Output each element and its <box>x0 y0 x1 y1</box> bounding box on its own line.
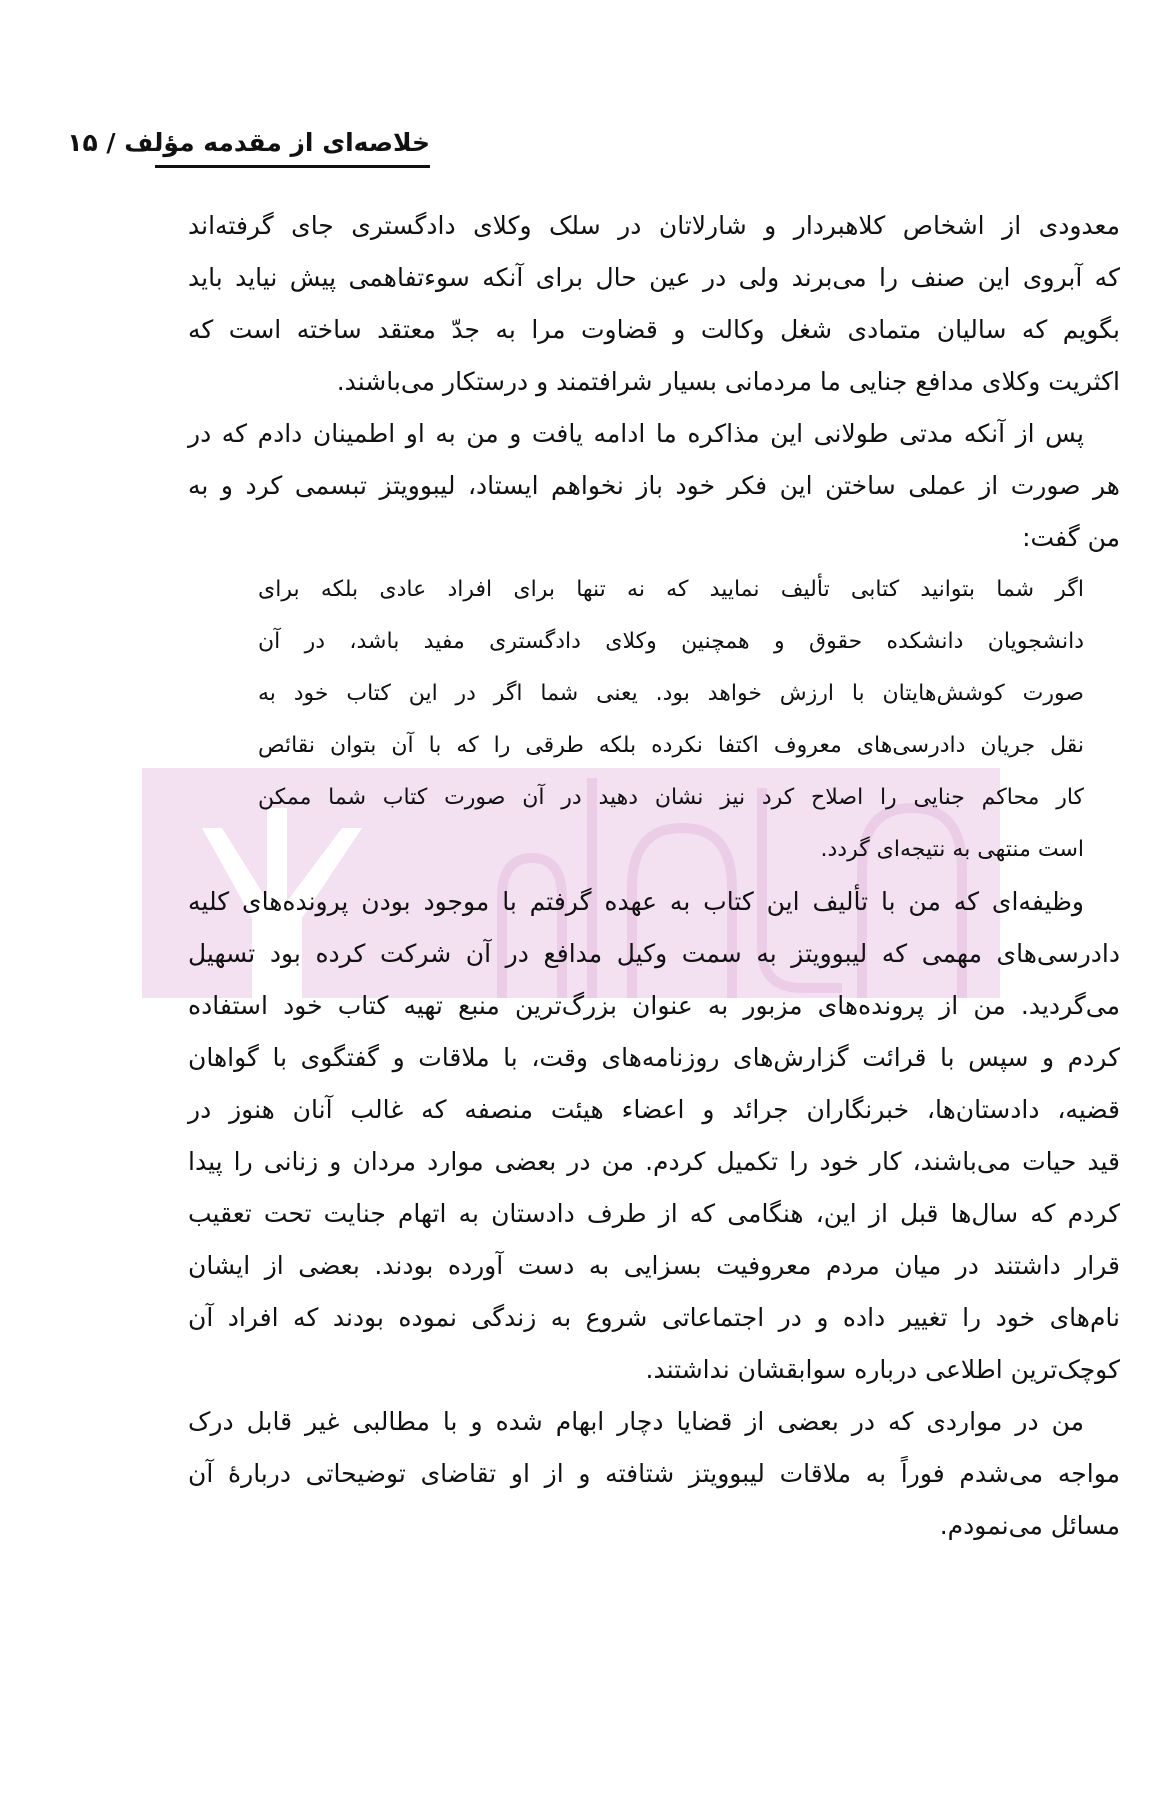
quote-line: دانشجویان دانشکده حقوق و همچنین وکلای دادگستری مفید باشد، در آن <box>258 629 1084 654</box>
text-line: اکثریت وکلای مدافع جنایی ما مردمانی بسیار شرافتمند و درستکار می‌باشند. <box>336 367 1120 396</box>
text-line: قید حیات می‌باشند، کار خود را تکمیل کردم. من در بعضی موارد مردان و زنانی را پیدا <box>188 1147 1120 1176</box>
header-rule <box>155 165 430 168</box>
paragraph-4 <box>188 1396 1120 1552</box>
running-header <box>67 128 430 168</box>
text-line: می‌گردید. من از پرونده‌های مزبور به عنوان بزرگ‌ترین منبع تهیه کتاب خود استفاده <box>188 991 1120 1020</box>
paragraph-2 <box>188 408 1120 564</box>
quote-line: است منتهی به نتیجه‌ای گردد. <box>820 837 1084 862</box>
text-line: من گفت: <box>1022 523 1120 552</box>
text-line: هر صورت از عملی ساختن این فکر خود باز نخواهم ایستاد، لیبوویتز تبسمی کرد و به <box>188 471 1120 500</box>
header-title: خلاصه‌ای از مقدمه مؤلف / ۱۵ <box>67 128 430 157</box>
text-line: پس از آنکه مدتی طولانی این مذاکره ما ادامه یافت و من به او اطمینان دادم که در <box>188 419 1084 448</box>
paragraph-1 <box>188 200 1120 408</box>
text-line: مسائل می‌نمودم. <box>939 1511 1120 1540</box>
text-line: من در مواردی که در بعضی از قضایا دچار ابهام شده و با مطالبی غیر قابل درک <box>188 1407 1084 1436</box>
quote-line: نقل جریان دادرسی‌های معروف اکتفا نکرده بلکه طرقی را که با آن بتوان نقائص <box>258 733 1084 758</box>
text-line: بگویم که سالیان متمادی شغل وکالت و قضاوت مرا به جدّ معتقد ساخته است که <box>188 315 1120 344</box>
page-body <box>188 200 1120 1552</box>
text-line: که آبروی این صنف را می‌برند ولی در عین حال برای آنکه سوءتفاهمی پیش نیاید باید <box>188 263 1120 292</box>
text-line: کردم و سپس با قرائت گزارش‌های روزنامه‌های وقت، با ملاقات و گفتگوی با گواهان <box>188 1043 1120 1072</box>
quote-line: کار محاکم جنایی را اصلاح کرد نیز نشان دهید در آن صورت کتاب شما ممکن <box>258 785 1084 810</box>
text-line: کردم که سال‌ها قبل از این، هنگامی که از طرف دادستان به اتهام جنایت تحت تعقیب <box>188 1199 1120 1228</box>
block-quote <box>258 564 1084 876</box>
text-line: قرار داشتند در میان مردم معروفیت بسزایی به دست آورده بودند. بعضی از ایشان <box>188 1251 1120 1280</box>
text-line: وظیفه‌ای که من با تألیف این کتاب به عهده گرفتم با موجود بودن پرونده‌های کلیه <box>188 887 1084 916</box>
quote-line: اگر شما بتوانید کتابی تألیف نمایید که نه تنها برای افراد عادی بلکه برای <box>258 577 1084 602</box>
text-line: کوچک‌ترین اطلاعی درباره سوابقشان نداشتند. <box>645 1355 1120 1384</box>
text-line: دادرسی‌های مهمی که لیبوویتز به سمت وکیل مدافع در آن شرکت کرده بود تسهیل <box>188 939 1120 968</box>
quote-line: صورت کوشش‌هایتان با ارزش خواهد بود. یعنی شما اگر در این کتاب خود به <box>258 681 1084 706</box>
text-line: معدودی از اشخاص کلاهبردار و شارلاتان در سلک وکلای دادگستری جای گرفته‌اند <box>188 211 1120 240</box>
text-line: قضیه، دادستان‌ها، خبرنگاران جرائد و اعضاء هیئت منصفه که غالب آنان هنوز در <box>188 1095 1120 1124</box>
text-line: مواجه می‌شدم فوراً به ملاقات لیبوویتز شتافته و از او تقاضای توضیحاتی دربارهٔ آن <box>188 1459 1120 1488</box>
text-line: نام‌های خود را تغییر داده و در اجتماعاتی شروع به زندگی نموده بودند که افراد آن <box>188 1303 1120 1332</box>
paragraph-3 <box>188 876 1120 1396</box>
